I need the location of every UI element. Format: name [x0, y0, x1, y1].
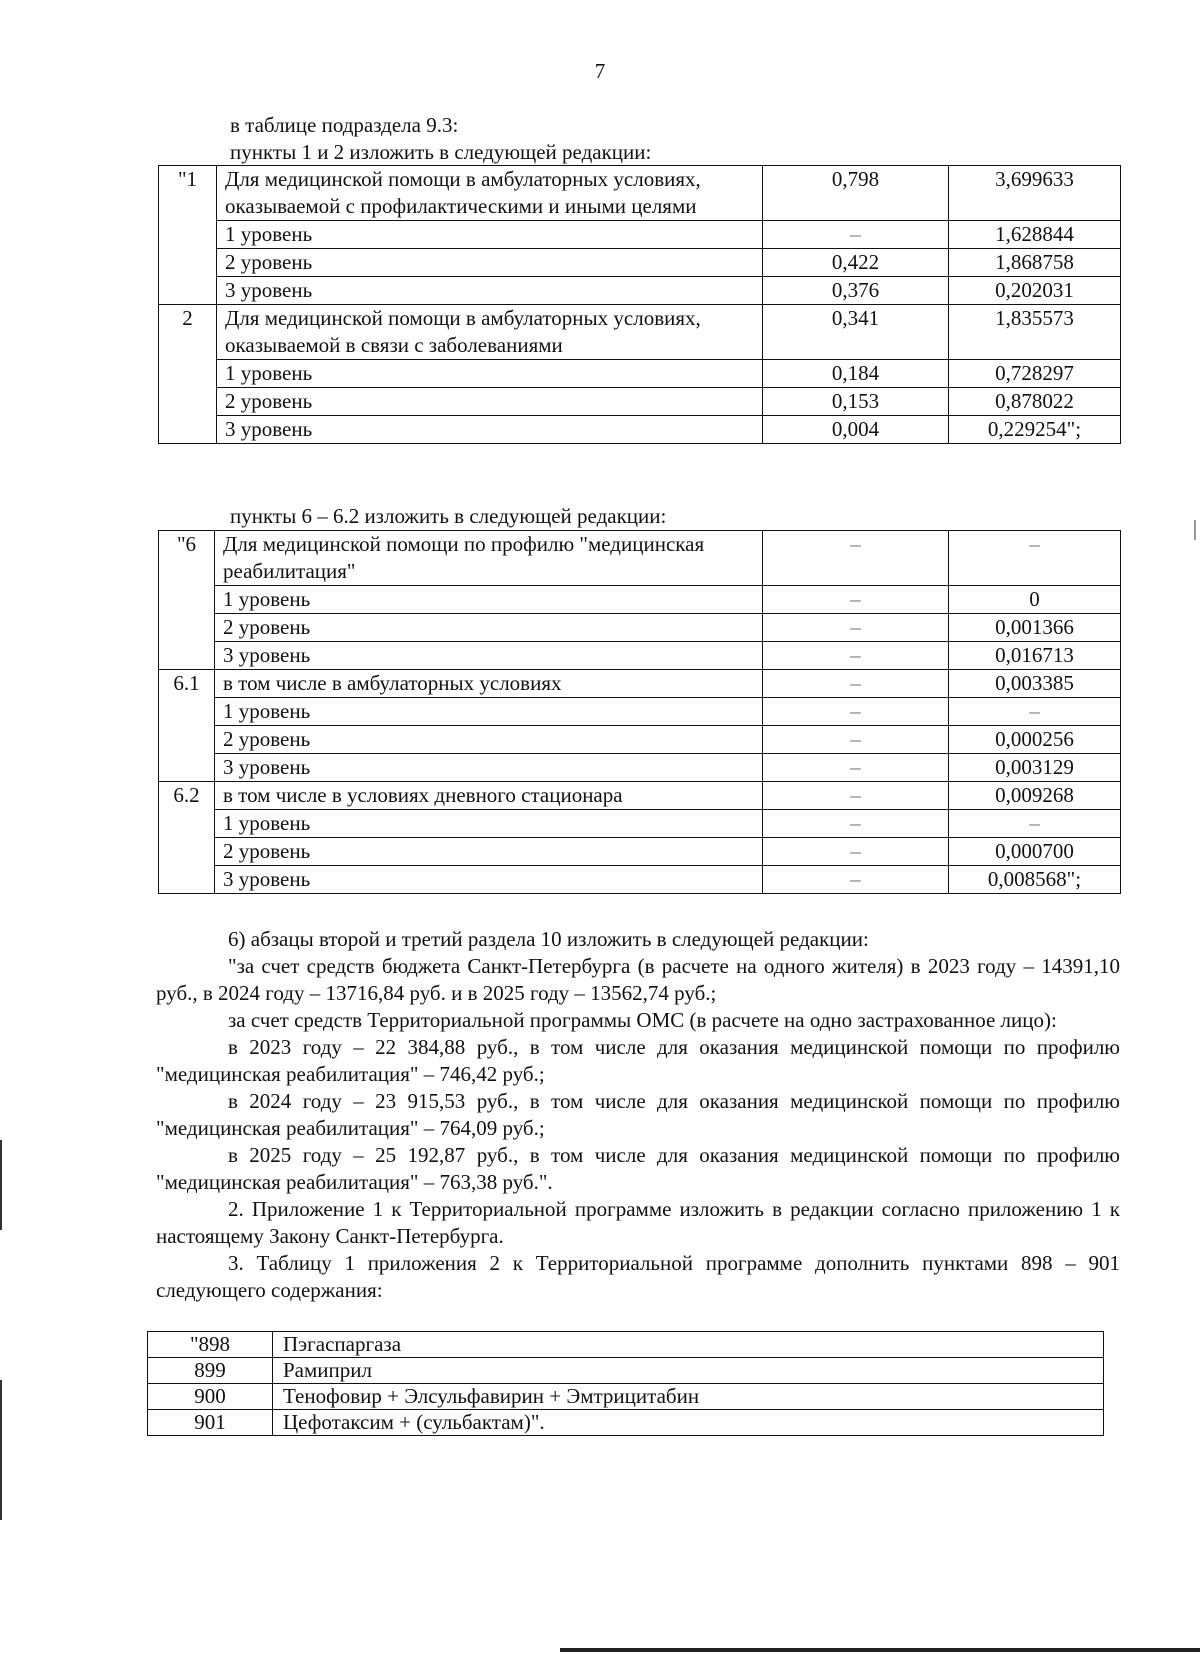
- value-col-1: –: [763, 614, 949, 642]
- value-col-2: 0,001366: [949, 614, 1121, 642]
- table-row: [159, 642, 1121, 670]
- value-col-2: 1,835573: [949, 305, 1121, 360]
- value-col-2: 0: [949, 586, 1121, 614]
- value-col-1: –: [763, 810, 949, 838]
- scan-edge-left: [0, 1140, 2, 1230]
- page-number: 7: [594, 59, 606, 83]
- value-col-2: –: [949, 810, 1121, 838]
- paragraph-oms-intro: за счет средств Территориальной программы ОМС (в расчете на одно застрахованное лицо):: [228, 1008, 1057, 1032]
- value-col-2: 0,000700: [949, 838, 1121, 866]
- table-row: [159, 810, 1121, 838]
- table-row: [159, 221, 1121, 249]
- value-col-1: –: [763, 670, 949, 698]
- table-section-9-3-items-1-2: [158, 165, 1121, 444]
- value-col-1: –: [763, 586, 949, 614]
- value-col-2: 0,003129: [949, 754, 1121, 782]
- value-col-1: –: [763, 698, 949, 726]
- value-col-1: –: [763, 221, 949, 249]
- value-col-1: 0,798: [763, 166, 949, 221]
- row-label: Для медицинской помощи в амбулаторных условиях, оказываемой с профилактическими и иными целями: [217, 166, 763, 221]
- value-col-2: 3,699633: [949, 166, 1121, 221]
- row-label: Для медицинской помощи в амбулаторных условиях, оказываемой в связи с заболеваниями: [217, 305, 763, 360]
- table-row: [159, 782, 1121, 810]
- paragraph-item-3: 3. Таблицу 1 приложения 2 к Территориальной программе дополнить пунктами 898 – 901 следующего содержания:: [156, 1251, 1120, 1302]
- paragraph-2025: в 2025 году – 25 192,87 руб., в том числе для оказания медицинской помощи по профилю "медицинская реабилитация" – 763,38 руб.".: [156, 1143, 1120, 1194]
- row-label: 1 уровень: [217, 360, 763, 388]
- scan-edge-left-lower: [0, 1380, 2, 1520]
- row-label: 2 уровень: [215, 726, 763, 754]
- row-label: 3 уровень: [217, 277, 763, 305]
- table-row: [159, 249, 1121, 277]
- table-row: [148, 1358, 1104, 1384]
- table1-intro-line1: в таблице подраздела 9.3:: [230, 113, 459, 137]
- table-row: [159, 166, 1121, 221]
- drug-code: 900: [148, 1384, 273, 1410]
- row-label: 3 уровень: [215, 866, 763, 894]
- row-number: "6: [159, 531, 215, 670]
- row-label: 2 уровень: [215, 614, 763, 642]
- row-number: "1: [159, 166, 217, 305]
- table-row: [159, 670, 1121, 698]
- row-label: 3 уровень: [217, 416, 763, 444]
- row-label: в том числе в условиях дневного стационара: [215, 782, 763, 810]
- value-col-2: 0,009268: [949, 782, 1121, 810]
- table-row: [159, 416, 1121, 444]
- paragraph-item-2: 2. Приложение 1 к Территориальной программе изложить в редакции согласно приложению 1 к настоящему Закону Санкт-Петербурга.: [156, 1197, 1120, 1248]
- value-col-1: 0,341: [763, 305, 949, 360]
- row-label: 3 уровень: [215, 754, 763, 782]
- row-label: Для медицинской помощи по профилю "медицинская реабилитация": [215, 531, 763, 586]
- table-row: [159, 866, 1121, 894]
- table-drugs-898-901: [147, 1331, 1104, 1436]
- table-row: [159, 698, 1121, 726]
- table-row: [159, 838, 1121, 866]
- table-row: [159, 531, 1121, 586]
- row-label: 2 уровень: [215, 838, 763, 866]
- value-col-1: –: [763, 642, 949, 670]
- table-row: [159, 388, 1121, 416]
- value-col-2: 0,878022: [949, 388, 1121, 416]
- table-row: [159, 754, 1121, 782]
- body-paragraphs: [156, 926, 1120, 1304]
- row-label: 1 уровень: [217, 221, 763, 249]
- drug-name: Цефотаксим + (сульбактам)".: [273, 1410, 1104, 1436]
- value-col-2: 0,202031: [949, 277, 1121, 305]
- table-row: [148, 1332, 1104, 1358]
- value-col-2: 0,229254";: [949, 416, 1121, 444]
- table2-intro: пункты 6 – 6.2 изложить в следующей редакции:: [230, 504, 667, 528]
- drug-name: Пэгаспаргаза: [273, 1332, 1104, 1358]
- scan-mark-right: [1194, 520, 1196, 540]
- row-label: 2 уровень: [217, 249, 763, 277]
- value-col-1: 0,153: [763, 388, 949, 416]
- value-col-2: –: [949, 531, 1121, 586]
- value-col-1: 0,004: [763, 416, 949, 444]
- paragraph-2024: в 2024 году – 23 915,53 руб., в том числе для оказания медицинской помощи по профилю "медицинская реабилитация" – 764,09 руб.;: [156, 1089, 1120, 1140]
- row-label: 1 уровень: [215, 810, 763, 838]
- row-number: 6.2: [159, 782, 215, 894]
- value-col-2: 1,868758: [949, 249, 1121, 277]
- value-col-1: –: [763, 531, 949, 586]
- value-col-2: 0,000256: [949, 726, 1121, 754]
- row-number: 2: [159, 305, 217, 444]
- drug-code: "898: [148, 1332, 273, 1358]
- row-label: 2 уровень: [217, 388, 763, 416]
- value-col-1: 0,376: [763, 277, 949, 305]
- value-col-2: 0,003385: [949, 670, 1121, 698]
- row-label: 1 уровень: [215, 698, 763, 726]
- table-row: [159, 277, 1121, 305]
- table-row: [159, 726, 1121, 754]
- paragraph-budget: "за счет средств бюджета Санкт-Петербурга (в расчете на одного жителя) в 2023 году – 14391,10 руб., в 2024 году – 13716,84 руб. и в 2025 году – 13562,74 руб.;: [156, 954, 1120, 1005]
- table-section-9-3-items-6-6-2: [158, 530, 1121, 894]
- row-label: 3 уровень: [215, 642, 763, 670]
- value-col-2: 1,628844: [949, 221, 1121, 249]
- table-row: [159, 586, 1121, 614]
- value-col-2: 0,728297: [949, 360, 1121, 388]
- drug-name: Рамиприл: [273, 1358, 1104, 1384]
- drug-name: Тенофовир + Элсульфавирин + Эмтрицитабин: [273, 1384, 1104, 1410]
- value-col-1: 0,422: [763, 249, 949, 277]
- table-row: [159, 360, 1121, 388]
- table-row: [148, 1384, 1104, 1410]
- table-row: [148, 1410, 1104, 1436]
- value-col-1: –: [763, 866, 949, 894]
- value-col-1: –: [763, 754, 949, 782]
- drug-code: 901: [148, 1410, 273, 1436]
- drug-code: 899: [148, 1358, 273, 1384]
- value-col-1: 0,184: [763, 360, 949, 388]
- value-col-2: 0,016713: [949, 642, 1121, 670]
- value-col-1: –: [763, 782, 949, 810]
- table-row: [159, 305, 1121, 360]
- paragraph-6: 6) абзацы второй и третий раздела 10 изложить в следующей редакции:: [228, 927, 869, 951]
- paragraph-2023: в 2023 году – 22 384,88 руб., в том числе для оказания медицинской помощи по профилю "медицинская реабилитация" – 746,42 руб.;: [156, 1035, 1120, 1086]
- row-label: в том числе в амбулаторных условиях: [215, 670, 763, 698]
- value-col-2: –: [949, 698, 1121, 726]
- value-col-1: –: [763, 838, 949, 866]
- scan-bottom-edge: [560, 1648, 1200, 1652]
- table1-intro-line2: пункты 1 и 2 изложить в следующей редакции:: [230, 140, 652, 164]
- table-row: [159, 614, 1121, 642]
- row-number: 6.1: [159, 670, 215, 782]
- value-col-1: –: [763, 726, 949, 754]
- row-label: 1 уровень: [215, 586, 763, 614]
- value-col-2: 0,008568";: [949, 866, 1121, 894]
